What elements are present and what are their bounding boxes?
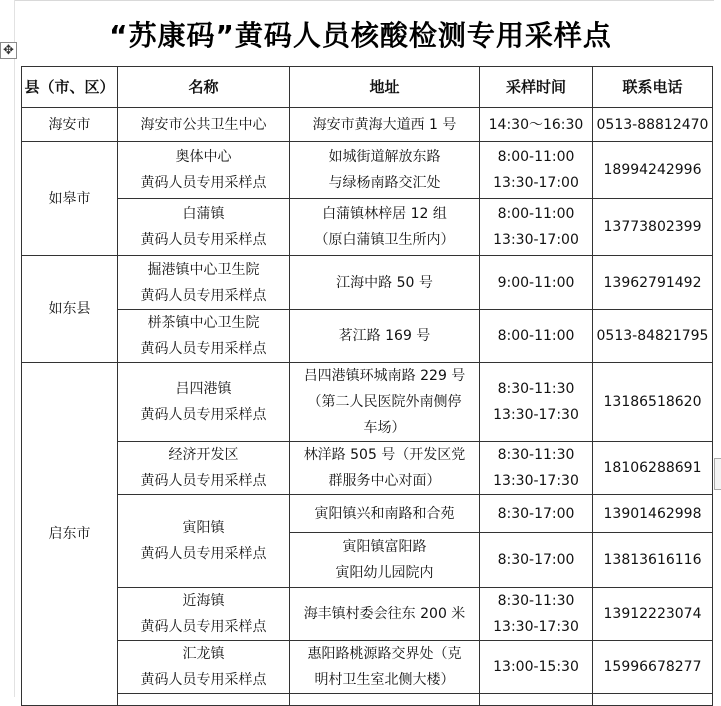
time-line: 13:30-17:30 (493, 619, 579, 635)
page-left-edge (14, 0, 15, 697)
address-cell (290, 142, 480, 199)
site-name-line: 黄码人员专用采样点 (140, 672, 267, 688)
site-name-line: 黄码人员专用采样点 (140, 175, 267, 191)
time-line: 13:30-17:00 (493, 175, 579, 191)
site-name-line: 黄码人员专用采样点 (140, 407, 267, 423)
address-cell (290, 108, 480, 142)
header-phone: 联系电话 (593, 67, 713, 108)
table-row (22, 641, 713, 694)
phone-cell: 0513-88812470 (593, 108, 713, 142)
site-name-line: 汇龙镇 (182, 646, 225, 662)
table-row (22, 363, 713, 442)
site-name-line: 栟茶镇中心卫生院 (147, 315, 260, 331)
phone-cell: 15996678277 (593, 641, 713, 694)
site-name-line: 黄码人员专用采样点 (140, 287, 267, 304)
table-row (22, 199, 713, 256)
address-line: 海安市黄海大道西 1 号 (312, 116, 457, 133)
address-line: 林洋路 505 号（开发区党 (303, 447, 466, 463)
site-name-line: 黄码人员专用采样点 (140, 341, 267, 357)
table-move-handle-icon[interactable]: ✥ (0, 42, 17, 59)
empty-cell (118, 694, 290, 706)
header-time: 采样时间 (480, 67, 593, 108)
site-name-cell (118, 142, 290, 199)
time-line: 13:30-17:30 (493, 473, 579, 489)
address-line: 明村卫生室北侧大楼） (314, 672, 455, 688)
document-title: “苏康码”黄码人员核酸检测专用采样点 (109, 19, 612, 52)
county-cell: 启东市 (22, 363, 118, 706)
site-name-line: 寅阳镇 (182, 520, 225, 536)
address-line: 茗江路 169 号 (338, 328, 431, 344)
county-cell: 如东县 (22, 256, 118, 363)
site-name-cell (118, 588, 290, 641)
site-name-cell (118, 199, 290, 256)
address-line: 寅阳镇富阳路 (342, 539, 427, 555)
empty-cell (593, 694, 713, 706)
page-top-edge (14, 0, 714, 1)
table-row (22, 495, 713, 533)
time-line: 8:30-11:30 (497, 593, 575, 609)
address-line: 海丰镇村委会往东 200 米 (303, 606, 466, 622)
time-line: 8:00-11:00 (497, 149, 575, 165)
address-line: 惠阳路桃源路交界处（克 (307, 646, 462, 662)
address-line: 寅阳镇兴和南路和合苑 (314, 505, 455, 522)
empty-cell (480, 694, 593, 706)
site-name-cell (118, 442, 290, 495)
site-name-cell (118, 310, 290, 363)
time-line: 8:30-17:00 (497, 505, 575, 522)
address-cell (290, 256, 480, 310)
table-row (22, 310, 713, 363)
site-name-line: 黄码人员专用采样点 (140, 232, 267, 248)
phone-cell: 13912223074 (593, 588, 713, 641)
phone-cell: 13773802399 (593, 199, 713, 256)
site-name-line: 黄码人员专用采样点 (140, 546, 267, 562)
header-county: 县（市、区） (22, 67, 118, 108)
address-line: 与绿杨南路交汇处 (328, 175, 441, 191)
address-cell (290, 442, 480, 495)
time-cell (480, 533, 593, 588)
address-line: 吕四港镇环城南路 229 号 (303, 368, 466, 384)
site-name-cell (118, 641, 290, 694)
sampling-sites-table (21, 66, 713, 706)
phone-cell: 13813616116 (593, 533, 713, 588)
time-line: 8:00-11:00 (497, 206, 575, 222)
time-cell (480, 108, 593, 142)
site-name-line: 掘港镇中心卫生院 (147, 261, 260, 278)
address-cell (290, 495, 480, 533)
address-cell (290, 363, 480, 442)
time-cell (480, 588, 593, 641)
site-name-cell (118, 108, 290, 142)
time-cell (480, 199, 593, 256)
address-line: 寅阳幼儿园院内 (335, 565, 434, 581)
address-cell (290, 199, 480, 256)
table-row (22, 442, 713, 495)
phone-cell: 18994242996 (593, 142, 713, 199)
header-address: 地址 (290, 67, 480, 108)
time-line: 8:30-17:00 (497, 552, 575, 568)
site-name-cell (118, 256, 290, 310)
address-line: 群服务中心对面） (328, 473, 441, 489)
site-name-line: 黄码人员专用采样点 (140, 619, 267, 635)
address-line: 车场） (363, 420, 406, 436)
time-line: 13:00-15:30 (493, 659, 579, 675)
phone-cell: 18106288691 (593, 442, 713, 495)
time-cell (480, 641, 593, 694)
time-line: 8:00-11:00 (497, 328, 575, 344)
address-cell (290, 641, 480, 694)
site-name-cell (118, 363, 290, 442)
table-row-cutoff (22, 694, 713, 706)
site-name-line: 海安市公共卫生中心 (140, 116, 267, 133)
address-cell (290, 588, 480, 641)
header-row (22, 67, 713, 108)
time-cell (480, 442, 593, 495)
time-line: 13:30-17:00 (493, 232, 579, 248)
address-line: （第二人民医院外南侧停 (307, 394, 462, 410)
time-line: 9:00-11:00 (497, 274, 575, 291)
site-name-line: 吕四港镇 (175, 381, 232, 397)
address-line: 白蒲镇林梓居 12 组 (322, 206, 447, 222)
empty-cell (290, 694, 480, 706)
right-margin-marker (714, 458, 721, 490)
phone-cell: 13962791492 (593, 256, 713, 310)
county-cell: 海安市 (22, 108, 118, 142)
address-line: 如城街道解放东路 (328, 149, 441, 165)
site-name-cell (118, 495, 290, 588)
time-cell (480, 310, 593, 363)
time-cell (480, 142, 593, 199)
county-cell: 如皋市 (22, 142, 118, 256)
address-line: （原白蒲镇卫生所内） (314, 232, 455, 248)
time-line: 8:30-11:30 (497, 381, 575, 397)
phone-cell: 13186518620 (593, 363, 713, 442)
table-row (22, 108, 713, 142)
phone-cell: 13901462998 (593, 495, 713, 533)
site-name-line: 奥体中心 (175, 149, 232, 165)
site-name-line: 黄码人员专用采样点 (140, 473, 267, 489)
table-row (22, 256, 713, 310)
table-row (22, 142, 713, 199)
header-name: 名称 (118, 67, 290, 108)
time-line: 14:30～16:30 (488, 116, 584, 133)
time-cell (480, 495, 593, 533)
table-row (22, 588, 713, 641)
time-line: 8:30-11:30 (497, 447, 575, 463)
time-cell (480, 363, 593, 442)
site-name-line: 近海镇 (182, 593, 225, 609)
site-name-line: 白蒲镇 (182, 206, 225, 222)
address-cell (290, 533, 480, 588)
phone-cell: 0513-84821795 (593, 310, 713, 363)
address-cell (290, 310, 480, 363)
address-line: 江海中路 50 号 (336, 274, 433, 291)
site-name-line: 经济开发区 (168, 447, 239, 463)
time-cell (480, 256, 593, 310)
time-line: 13:30-17:30 (493, 407, 579, 423)
